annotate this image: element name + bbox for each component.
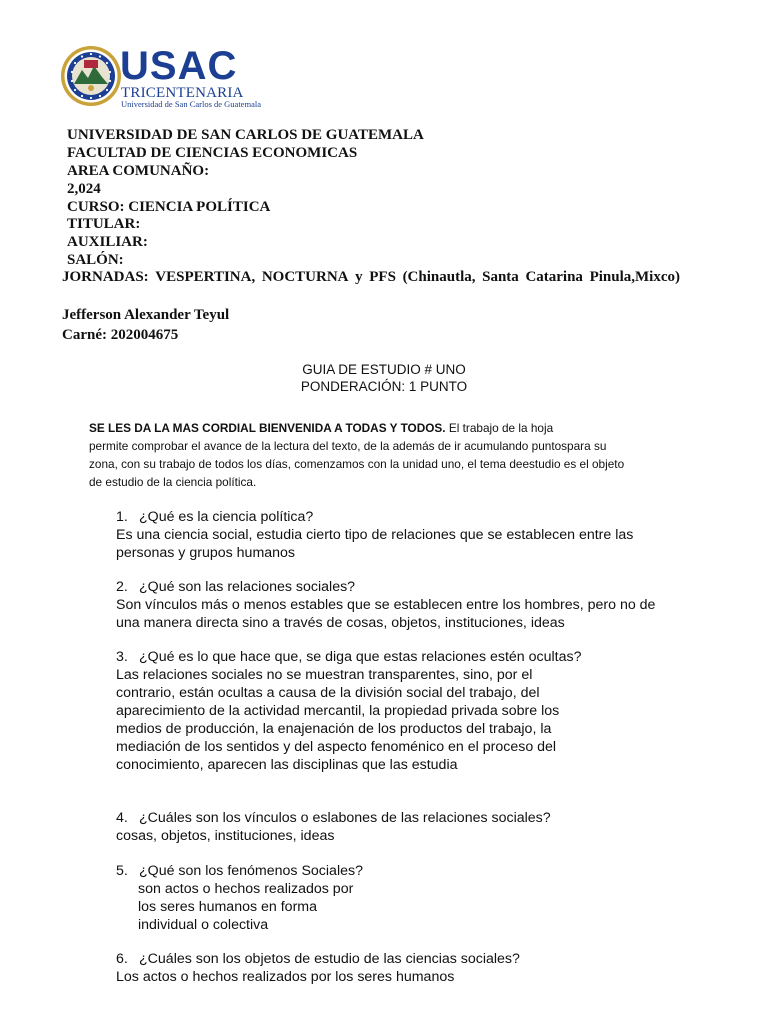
university-seal-icon: [60, 44, 122, 108]
question-number: 5.: [116, 863, 128, 879]
question-number: 2.: [116, 579, 128, 595]
answer-line: personas y grupos humanos: [116, 545, 296, 561]
logo-tagline: TRICENTENARIA: [121, 85, 244, 101]
jornadas-word: JORNADAS:: [62, 269, 149, 285]
question-number: 4.: [116, 810, 128, 826]
jornadas-word: (Chinautla,: [402, 269, 476, 285]
question-5: [116, 862, 363, 880]
question-text: ¿Cuáles son los objetos de estudio de las ciencias sociales?: [139, 951, 520, 967]
answer-1: [116, 526, 676, 562]
logo-brand: USAC: [120, 44, 238, 88]
intro-line: de estudio de la ciencia política.: [89, 475, 257, 489]
question-text: ¿Qué es lo que hace que, se diga que estas relaciones estén ocultas?: [139, 649, 582, 665]
answer-line: Las relaciones sociales no se muestran transparentes, sino, por el: [116, 667, 533, 683]
question-1: [116, 508, 313, 526]
intro-paragraph: [89, 419, 669, 491]
jornadas-word: Santa: [482, 269, 519, 285]
question-4: [116, 809, 551, 827]
intro-line: permite comprobar el avance de la lectura del texto, de la además de ir acumulando puntospara su: [89, 439, 607, 453]
jornadas-line: [62, 268, 680, 286]
answer-line: contrario, están ocultas a causa de la división social del trabajo, del: [116, 685, 540, 701]
question-3: [116, 648, 581, 666]
answer-3: [116, 666, 676, 774]
titular-label: TITULAR:: [67, 216, 141, 232]
auxiliar-label: AUXILIAR:: [67, 234, 148, 250]
salon-label: SALÓN:: [67, 252, 124, 268]
answer-5: [138, 880, 698, 934]
question-text: ¿Qué son los fenómenos Sociales?: [139, 863, 363, 879]
university-name: UNIVERSIDAD DE SAN CARLOS DE GUATEMALA: [67, 127, 424, 143]
jornadas-word: VESPERTINA,: [155, 269, 256, 285]
question-text: ¿Qué es la ciencia política?: [139, 509, 314, 525]
answer-2: [116, 596, 676, 632]
question-number: 6.: [116, 951, 128, 967]
answer-line: individual o colectiva: [138, 917, 269, 933]
answer-line: una manera directa sino a través de cosas, objetos, instituciones, ideas: [116, 615, 565, 631]
guide-title: GUIA DE ESTUDIO # UNO: [302, 362, 466, 377]
answer-4: [116, 827, 676, 845]
faculty-name: FACULTAD DE CIENCIAS ECONOMICAS: [67, 145, 358, 161]
answer-line: mediación de los sentidos y del aspecto fenoménico en el proceso del: [116, 739, 557, 755]
course-label: CURSO: CIENCIA POLÍTICA: [67, 199, 271, 215]
intro-welcome: SE LES DA LA MAS CORDIAL BIENVENIDA A TODAS Y TODOS.: [89, 421, 446, 435]
student-carne: Carné: 202004675: [62, 327, 179, 343]
answer-line: son actos o hechos realizados por: [138, 881, 354, 897]
answer-line: Los actos o hechos realizados por los seres humanos: [116, 969, 455, 985]
question-6: [116, 950, 520, 968]
answer-line: medios de producción, la enajenación de los productos del trabajo, la: [116, 721, 552, 737]
question-number: 1.: [116, 509, 128, 525]
answer-line: los seres humanos en forma: [138, 899, 318, 915]
jornadas-word: PFS: [369, 269, 396, 285]
logo-subtitle: Universidad de San Carlos de Guatemala: [121, 99, 261, 109]
answer-6: [116, 968, 676, 986]
year-label: 2,024: [67, 181, 101, 197]
answer-line: conocimiento, aparecen las disciplinas que las estudia: [116, 757, 458, 773]
question-text: ¿Qué son las relaciones sociales?: [139, 579, 356, 595]
question-number: 3.: [116, 649, 128, 665]
jornadas-word: y: [355, 269, 363, 285]
jornadas-word: NOCTURNA: [261, 269, 349, 285]
answer-line: Es una ciencia social, estudia cierto tipo de relaciones que se establecen entre las: [116, 527, 634, 543]
usac-logo: [60, 44, 300, 110]
jornadas-word: Pinula,Mixco): [589, 269, 680, 285]
intro-line: zona, con su trabajo de todos los días, comenzamos con la unidad uno, el tema deestudio es el objeto: [89, 457, 625, 471]
answer-line: aparecimiento de la actividad mercantil, la propiedad privada sobre los: [116, 703, 560, 719]
answer-line: Son vínculos más o menos estables que se establecen entre los hombres, pero no de: [116, 597, 656, 613]
intro-line-rest: El trabajo de la hoja: [445, 421, 554, 435]
question-text: ¿Cuáles son los vínculos o eslabones de las relaciones sociales?: [139, 810, 551, 826]
jornadas-word: Catarina: [525, 269, 583, 285]
intro-line: [89, 419, 669, 437]
answer-line: cosas, objetos, instituciones, ideas: [116, 828, 335, 844]
question-2: [116, 578, 355, 596]
guide-weight: PONDERACIÓN: 1 PUNTO: [300, 379, 468, 394]
student-name: Jefferson Alexander Teyul: [62, 307, 230, 323]
area-label: AREA COMUNAÑO:: [67, 163, 210, 179]
